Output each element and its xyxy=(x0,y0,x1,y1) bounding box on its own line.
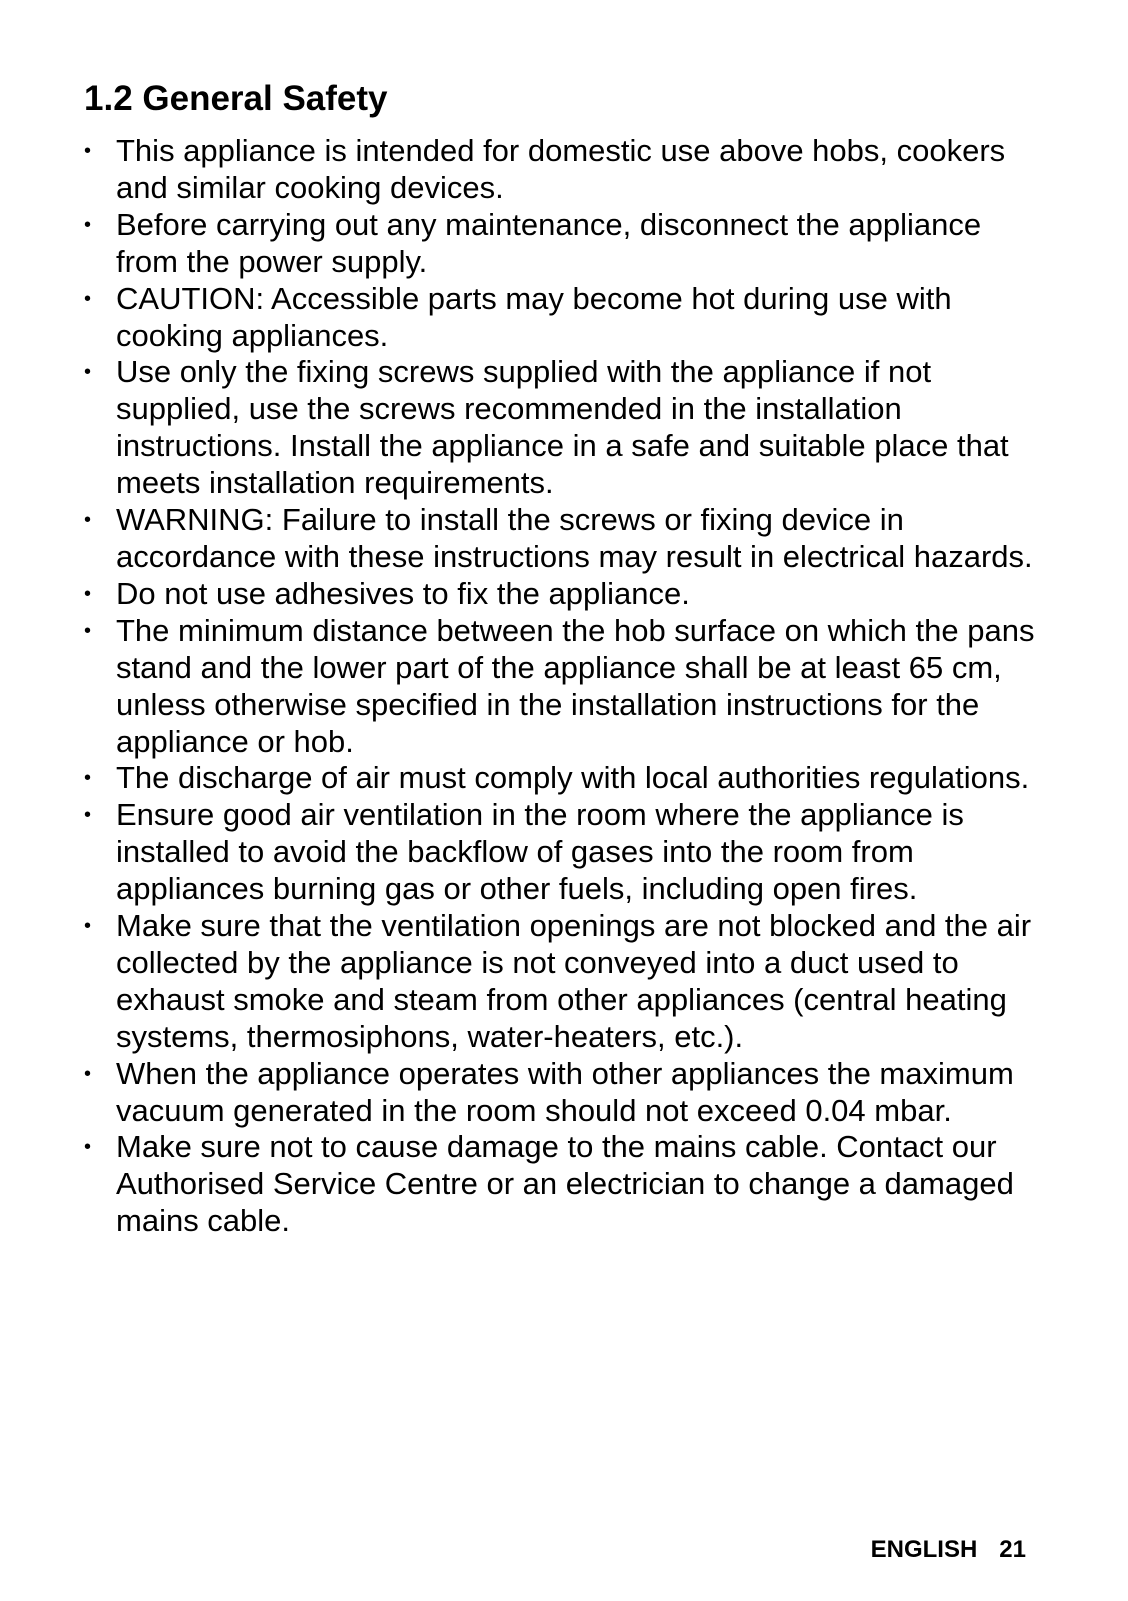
bullet-icon: • xyxy=(84,509,92,532)
list-item-text: Make sure that the ventilation openings are not blocked and the air collected by the appliance is not conveyed into a duct used to exhaust smoke and steam from other appliances (central heating systems, thermosiphons, water-heaters, etc.). xyxy=(116,908,1032,1054)
list-item xyxy=(84,281,1044,355)
bullet-icon: • xyxy=(84,619,92,642)
list-item xyxy=(84,1056,1044,1130)
bullet-icon: • xyxy=(84,767,92,790)
section-title: 1.2 General Safety xyxy=(84,79,388,118)
list-item xyxy=(84,133,1044,207)
list-item-text: This appliance is intended for domestic use above hobs, cookers and similar cooking devices. xyxy=(116,133,1006,205)
bullet-icon: • xyxy=(84,804,92,827)
page-footer xyxy=(871,1536,1026,1564)
safety-bullet-list xyxy=(84,133,1044,1240)
list-item xyxy=(84,576,1044,613)
bullet-icon: • xyxy=(84,582,92,605)
list-item-text: Make sure not to cause damage to the mains cable. Contact our Authorised Service Centre or an electrician to change a damaged mains cable. xyxy=(116,1129,1014,1239)
page-number: 21 xyxy=(999,1536,1026,1563)
list-item-text: Do not use adhesives to fix the appliance. xyxy=(116,575,690,611)
list-item xyxy=(84,797,1044,908)
bullet-icon: • xyxy=(84,287,92,310)
list-item-text: The minimum distance between the hob surface on which the pans stand and the lower part of the appliance shall be at least 65 cm, unless otherwise specified in the installation instructions for the appliance or hob. xyxy=(116,612,1035,759)
list-item xyxy=(84,1129,1044,1240)
list-item-text: Ensure good air ventilation in the room where the appliance is installed to avoid the backflow of gases into the room from appliances burning gas or other fuels, including open fires. xyxy=(116,797,964,907)
list-item-text: When the appliance operates with other appliances the maximum vacuum generated in the room should not exceed 0.04 mbar. xyxy=(116,1055,1014,1128)
bullet-icon: • xyxy=(84,140,92,162)
bullet-icon: • xyxy=(84,915,92,938)
list-item-text: WARNING: Failure to install the screws or fixing device in accordance with these instructions may result in electrical hazards. xyxy=(116,502,1033,574)
list-item xyxy=(84,908,1044,1056)
list-item-text: CAUTION: Accessible parts may become hot during use with cooking appliances. xyxy=(116,280,952,353)
list-item-text: Before carrying out any maintenance, disconnect the appliance from the power supply. xyxy=(116,206,982,279)
bullet-icon: • xyxy=(84,361,92,384)
list-item-text: The discharge of air must comply with local authorities regulations. xyxy=(116,760,1030,796)
bullet-icon: • xyxy=(84,213,92,236)
footer-language: ENGLISH xyxy=(870,1536,978,1563)
list-item xyxy=(84,207,1044,281)
list-item xyxy=(84,613,1044,761)
list-item xyxy=(84,760,1044,797)
list-item xyxy=(84,502,1044,576)
list-item-text: Use only the fixing screws supplied with the appliance if not supplied, use the screws recommended in the installation instructions. Install the appliance in a safe and suitable place that meets installation requirements. xyxy=(116,354,1009,501)
list-item xyxy=(84,354,1044,502)
bullet-icon: • xyxy=(84,1062,92,1085)
bullet-icon: • xyxy=(84,1136,92,1159)
